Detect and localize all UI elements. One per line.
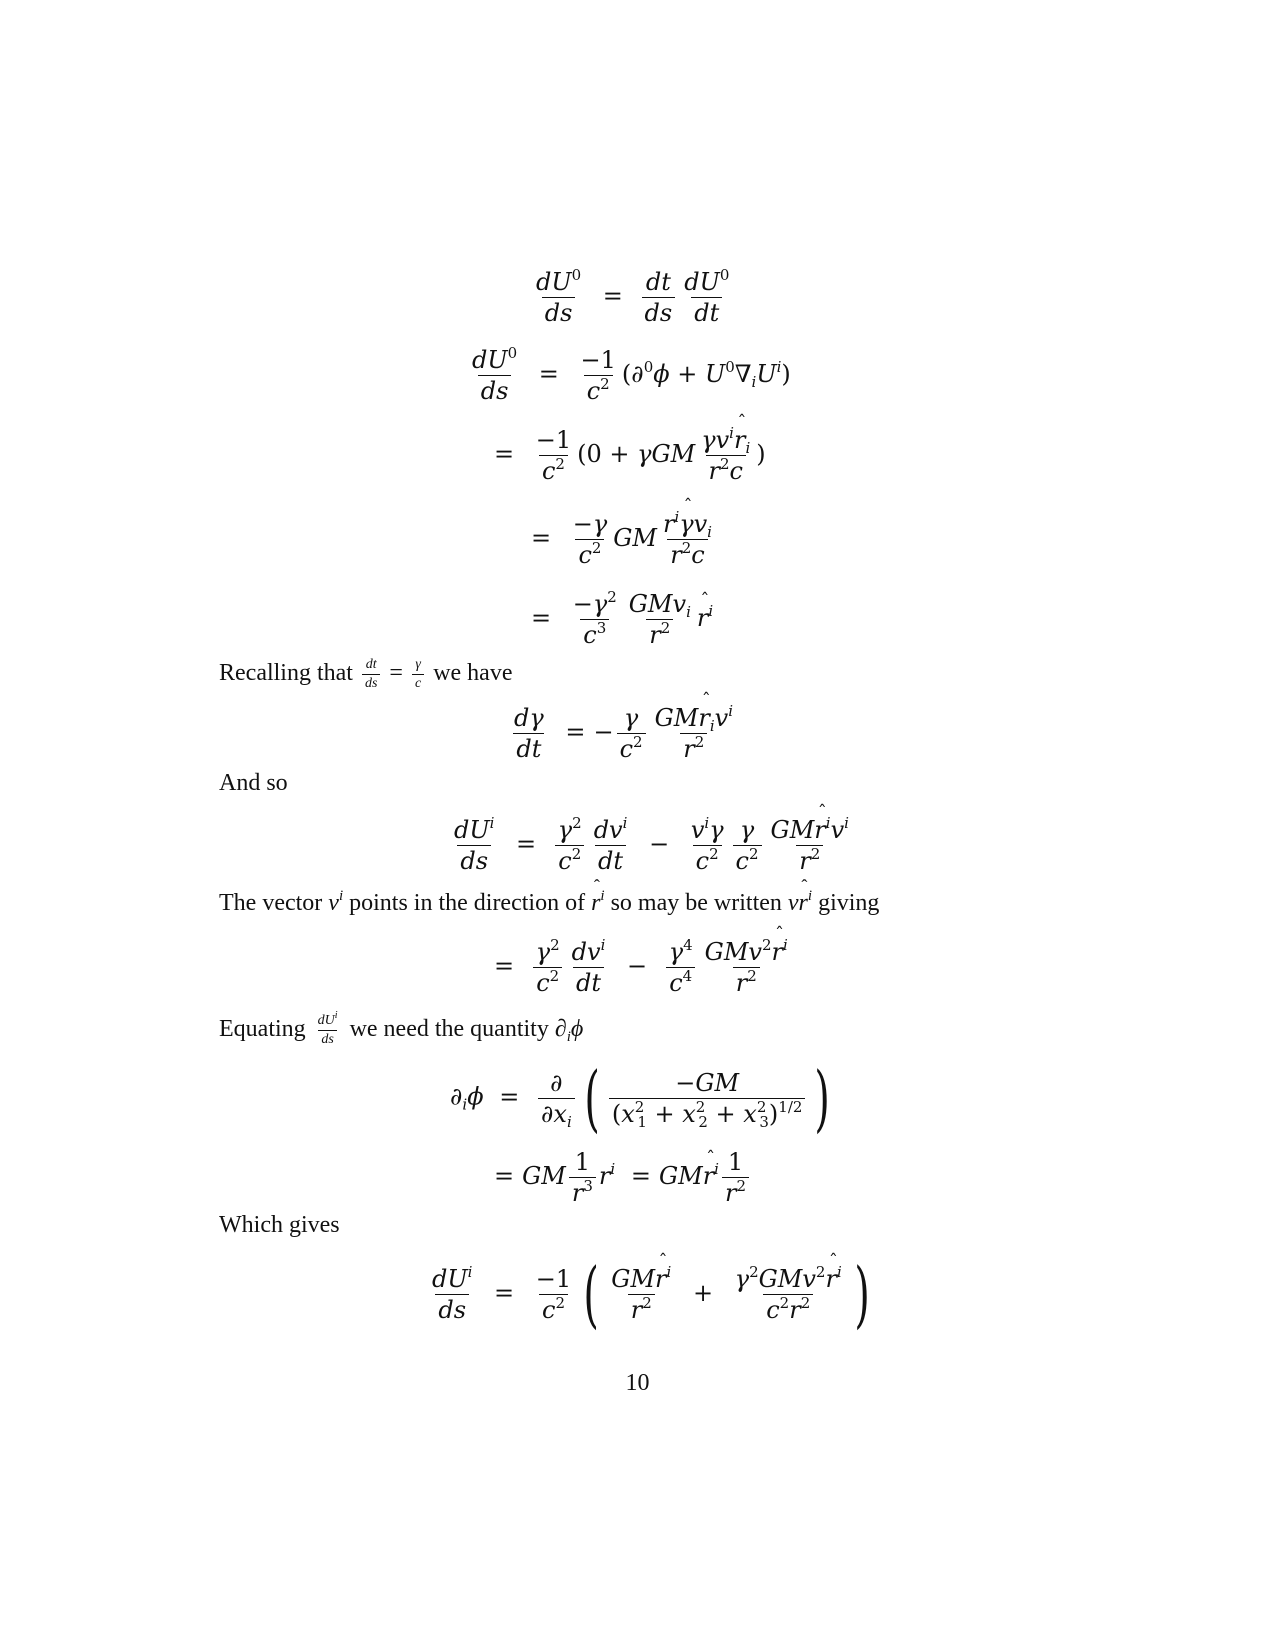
equation-step-4: = $\frac{-\gamma}{c^2}$ GM $\frac{r^i\gamma ˆv_i}{r^2c}$ (523, 512, 718, 567)
and-so-text: And so (219, 770, 288, 796)
equation-step-3: = $\frac{-1}{c^2}$ (0 + γGM $\frac{\gamma v^ir ˆ_i}{r^2c}$ ) (486, 428, 766, 483)
equation-du0-ds-chain: $\frac{dU^0}{ds}$ = $\frac{dt}{ds}$ $\frac{dU^0}{dt}$ (536, 266, 730, 327)
vector-sentence: The vector $v^i$ points in the direction of r ˆ$^i$ so may be written vr ˆ$^i$ giving (219, 890, 879, 917)
page-number: 10 (625, 1370, 650, 1396)
recalling-sentence: Recalling that $\frac{dt}{ds}$ = $\frac{\gamma}{c}$ we have (219, 657, 513, 691)
which-gives-text: Which gives (219, 1212, 340, 1238)
equation-partial-phi: $\partial_i\phi$ = $\frac{\partial}{\partial x_i}$ ( $\frac{-GM}{(x^2_1 + x^2_2 + x^2_3)^{1/2}}$ ) (450, 1056, 831, 1140)
equating-sentence: Equating $\frac{dU^i}{ds}$ we need the quantity $\partial_i\phi$ (219, 1010, 584, 1047)
equation-dgamma-dt: $\frac{d\gamma}{dt}$ = − $\frac{\gamma}{c^2}$ $\frac{GMr ˆ_iv^i}{r^2}$ (508, 706, 739, 761)
equation-du0-ds-geodesic: $\frac{dU^0}{ds}$ = $\frac{-1}{c^2}$ $(\partial^0\phi + U^0\nabla_iU^i)$ (472, 344, 791, 405)
equation-partial-phi-result: = GM $\frac{1}{r^3}$ $r^i$ = GMr ˆ$^i$ $\frac{1}{r^2}$ (486, 1150, 752, 1205)
equation-step-5: = $\frac{-\gamma^2}{c^3}$ $\frac{GMv_i}{r^2}$ r ˆ$^i$ (523, 592, 713, 647)
equation-dui-ds-rewritten: = $\frac{\gamma^2}{c^2}$ $\frac{dv^i}{dt}$ − $\frac{\gamma^4}{c^4}$ $\frac{GMv^2r ˆ^i}{r^2}$ (486, 940, 794, 995)
equation-dui-ds: $\frac{dU^i}{ds}$ = $\frac{\gamma^2}{c^2}$ $\frac{dv^i}{dt}$ − $\frac{v^i\gamma}{c^2}$ $\frac{\gamma}{c^2}$ $\frac{GMr ˆ^iv^i}{r^2}$ (448, 818, 855, 873)
equation-final: $\frac{dU^i}{ds}$ = $\frac{-1}{c^2}$ ( $\frac{GMr ˆ^i}{r^2}$ + $\frac{\gamma^2GMv^2r ˆ^i}{c^2r^2}$ ) (426, 1258, 876, 1330)
